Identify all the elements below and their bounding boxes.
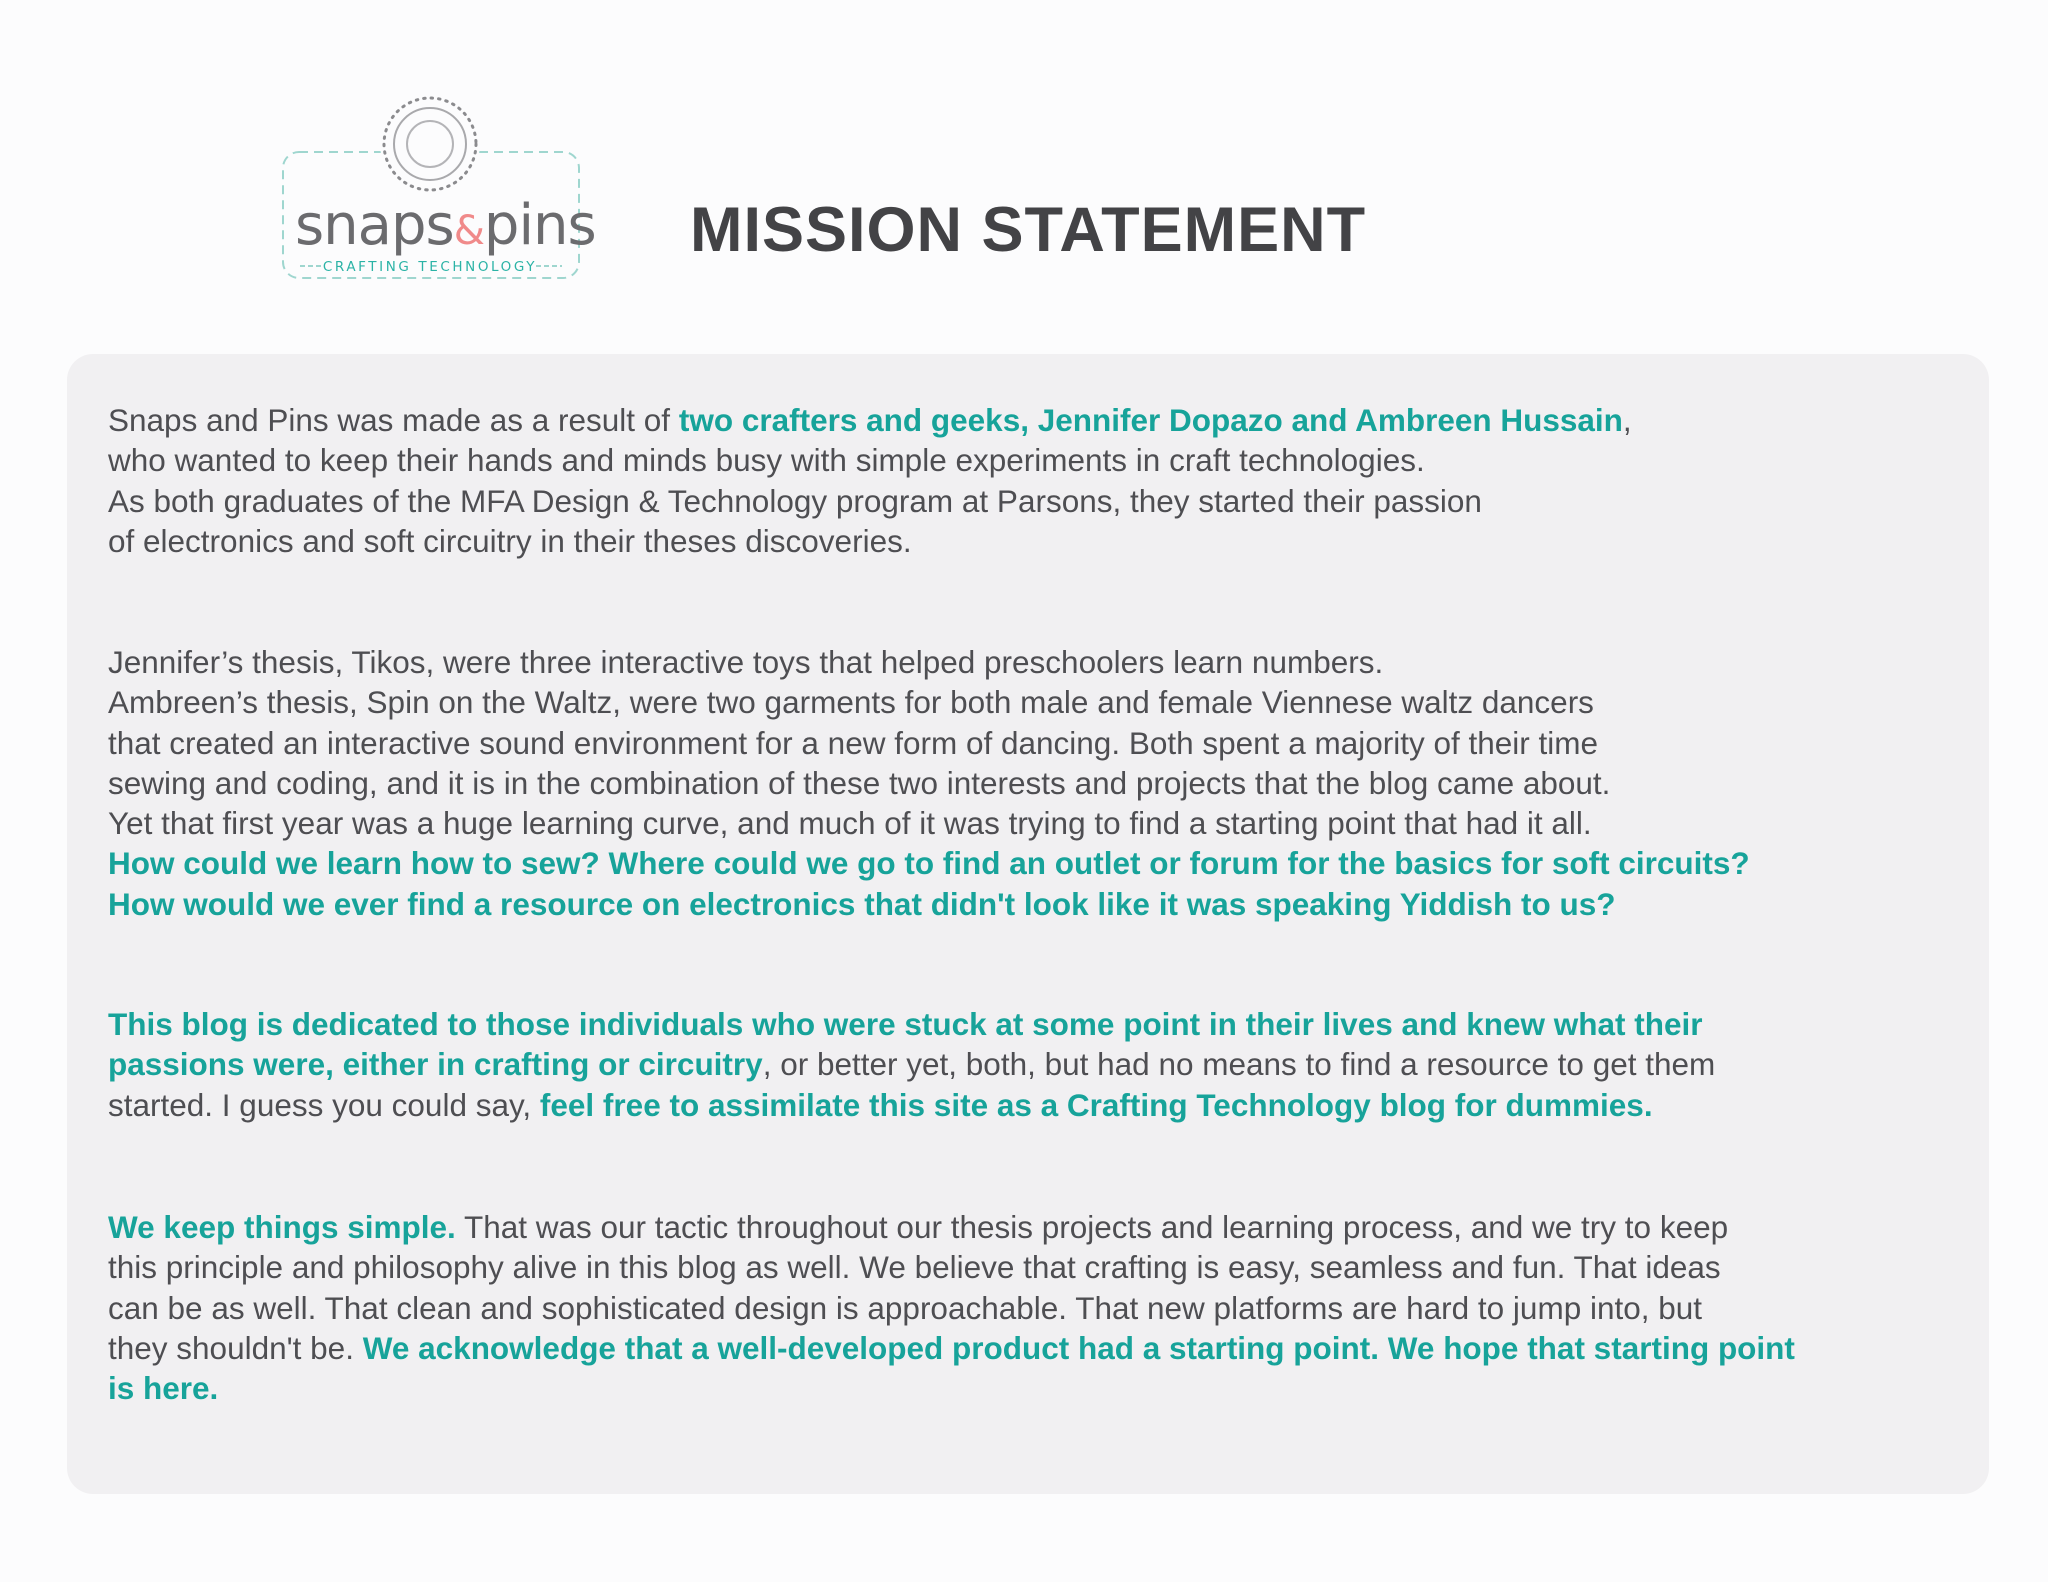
button-icon xyxy=(394,108,466,180)
text-line: As both graduates of the MFA Design & Technology program at Parsons, they started their passion xyxy=(108,482,1482,519)
question-line: How could we learn how to sew? Where could we go to find an outlet or forum for the basics for soft circuits? xyxy=(108,845,1750,882)
founders-highlight: two crafters and geeks, Jennifer Dopazo and Ambreen Hussain xyxy=(678,402,1623,438)
text-line: they shouldn't be. We acknowledge that a well-developed product had a starting point. We hope that starting point xyxy=(108,1329,1795,1366)
dedication-paragraph xyxy=(108,1004,1978,1125)
text-line: is here. xyxy=(108,1370,219,1407)
text-line: this principle and philosophy alive in this blog as well. We believe that crafting is easy, seamless and fun. That ideas xyxy=(108,1249,1721,1286)
text-line: passions were, either in crafting or circuitry, or better yet, both, but had no means to find a resource to get them xyxy=(108,1046,1716,1083)
text-line: This blog is dedicated to those individuals who were stuck at some point in their lives and knew what their xyxy=(108,1006,1703,1042)
text-line: Ambreen’s thesis, Spin on the Waltz, were two garments for both male and female Viennese waltz dancers xyxy=(108,684,1594,721)
text-line: We keep things simple. That was our tactic throughout our thesis projects and learning process, and we try to keep xyxy=(108,1209,1729,1245)
text-line: Snaps and Pins was made as a result of two crafters and geeks, Jennifer Dopazo and Ambreen Hussain, xyxy=(108,402,1632,438)
page-title: MISSION STATEMENT xyxy=(690,195,1367,265)
logo-wordmark: snaps&pins xyxy=(295,193,596,258)
snaps-and-pins-logo[interactable] xyxy=(280,92,596,282)
text-line: of electronics and soft circuitry in their theses discoveries. xyxy=(108,522,912,559)
text-line: sewing and coding, and it is in the combination of these two interests and projects that the blog came about. xyxy=(108,764,1611,801)
text-line: started. I guess you could say, feel free to assimilate this site as a Crafting Technology blog for dummies. xyxy=(108,1086,1653,1123)
text-line: that created an interactive sound environment for a new form of dancing. Both spent a majority of their time xyxy=(108,724,1599,761)
theses-paragraph xyxy=(108,642,1978,924)
intro-paragraph xyxy=(108,400,1978,561)
question-line: How would we ever find a resource on electronics that didn't look like it was speaking Yiddish to us? xyxy=(108,885,1616,922)
text-line: who wanted to keep their hands and minds busy with simple experiments in craft technologies. xyxy=(108,442,1425,479)
logo-graphic xyxy=(280,92,596,282)
logo-tagline: CRAFTING TECHNOLOGY xyxy=(322,259,538,275)
text-line: Jennifer’s thesis, Tikos, were three interactive toys that helped preschoolers learn numbers. xyxy=(108,644,1384,680)
philosophy-paragraph xyxy=(108,1207,1978,1408)
text-line: Yet that first year was a huge learning curve, and much of it was trying to find a starting point that had it all. xyxy=(108,805,1592,842)
text-line: can be as well. That clean and sophisticated design is approachable. That new platforms are hard to jump into, but xyxy=(108,1289,1703,1326)
